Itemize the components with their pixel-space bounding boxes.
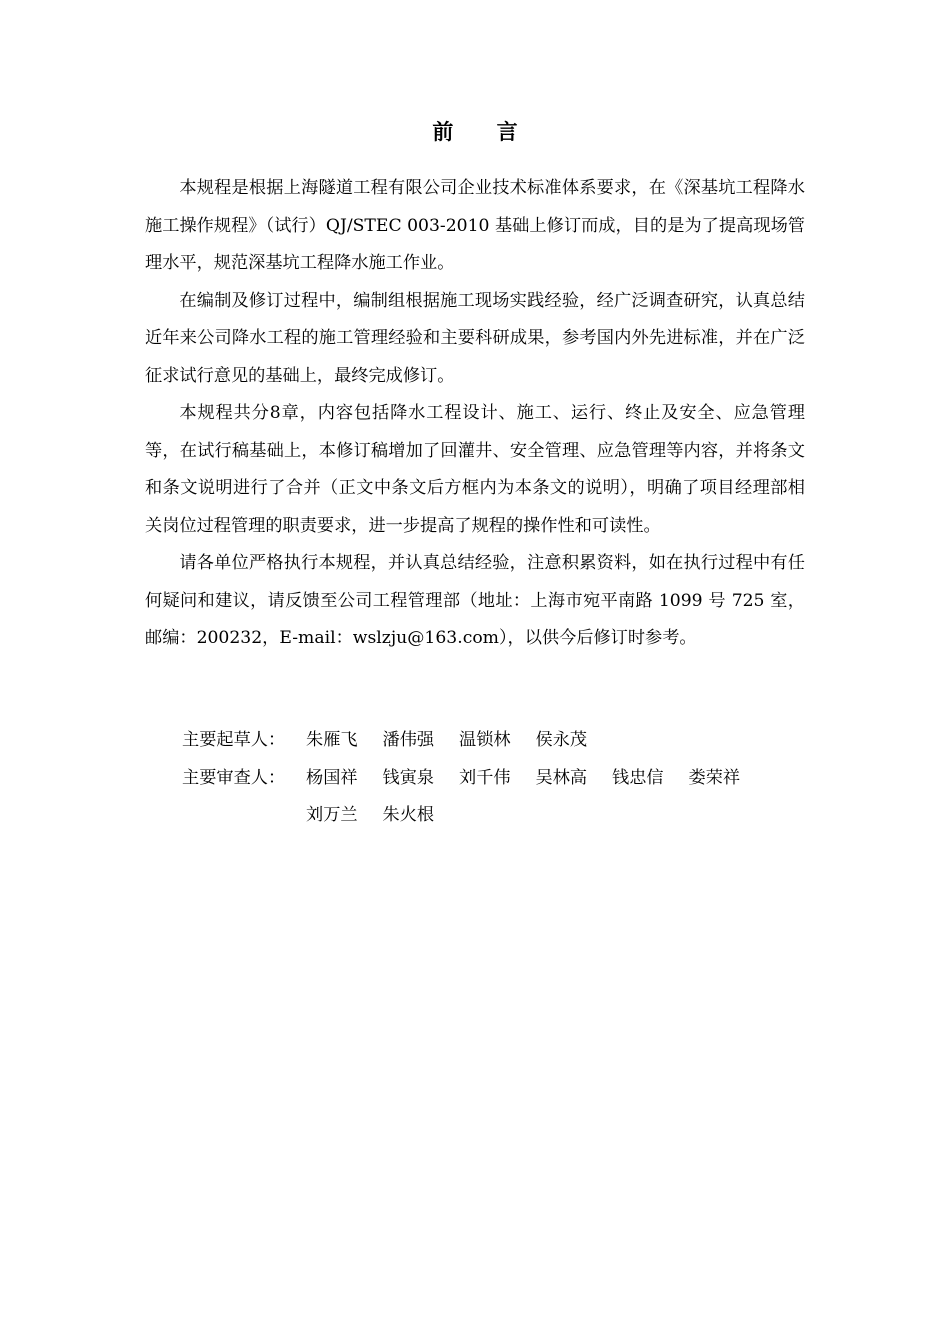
reviewer-name: 刘万兰 — [306, 805, 358, 825]
contributors-block — [182, 722, 802, 835]
drafter-name: 朱雁飞 — [306, 730, 358, 750]
reviewer-name: 娄荣祥 — [688, 767, 741, 788]
reviewer-name: 朱火根 — [382, 805, 435, 825]
reviewers-row — [182, 760, 802, 835]
paragraph-4: 请各单位严格执行本规程，并认真总结经验，注意积累资料，如在执行过程中有任何疑问和建议，请反馈至公司工程管理部（地址：上海市宛平南路 1099 号 725 室，邮编：200232，E-mail：wslzju@163.com），以供今后修订时参考。 — [145, 553, 805, 648]
drafters-row — [182, 722, 802, 760]
reviewer-name: 杨国祥 — [306, 767, 358, 788]
preface-body — [145, 170, 805, 658]
drafter-name: 温锁林 — [459, 730, 511, 750]
reviewers-names — [306, 760, 766, 835]
drafter-name: 侯永茂 — [535, 730, 588, 750]
reviewer-name: 钱寅泉 — [382, 767, 435, 788]
drafters-label: 主要起草人： — [182, 730, 286, 750]
reviewers-label: 主要审查人： — [182, 767, 286, 788]
paragraph-1: 本规程是根据上海隧道工程有限公司企业技术标准体系要求，在《深基坑工程降水施工操作规程》（试行）QJ/STEC 003-2010 基础上修订而成，目的是为了提高现场管理水平，规范深基坑工程降水施工作业。 — [145, 178, 805, 273]
page-title: 前 言 — [432, 120, 536, 144]
reviewer-name: 刘千伟 — [459, 767, 511, 788]
drafters-names — [306, 722, 766, 760]
reviewer-name: 吴林高 — [535, 767, 588, 788]
reviewer-name: 钱忠信 — [612, 767, 664, 788]
paragraph-3: 本规程共分8章，内容包括降水工程设计、施工、运行、终止及安全、应急管理等，在试行稿基础上，本修订稿增加了回灌井、安全管理、应急管理等内容，并将条文和条文说明进行了合并（正文中条文后方框内为本条文的说明），明确了项目经理部相关岗位过程管理的职责要求，进一步提高了规程的操作性和可读性。 — [145, 403, 805, 536]
drafter-name: 潘伟强 — [382, 730, 435, 750]
paragraph-2: 在编制及修订过程中，编制组根据施工现场实践经验，经广泛调查研究，认真总结近年来公司降水工程的施工管理经验和主要科研成果，参考国内外先进标准，并在广泛征求试行意见的基础上，最终完成修订。 — [145, 290, 805, 386]
